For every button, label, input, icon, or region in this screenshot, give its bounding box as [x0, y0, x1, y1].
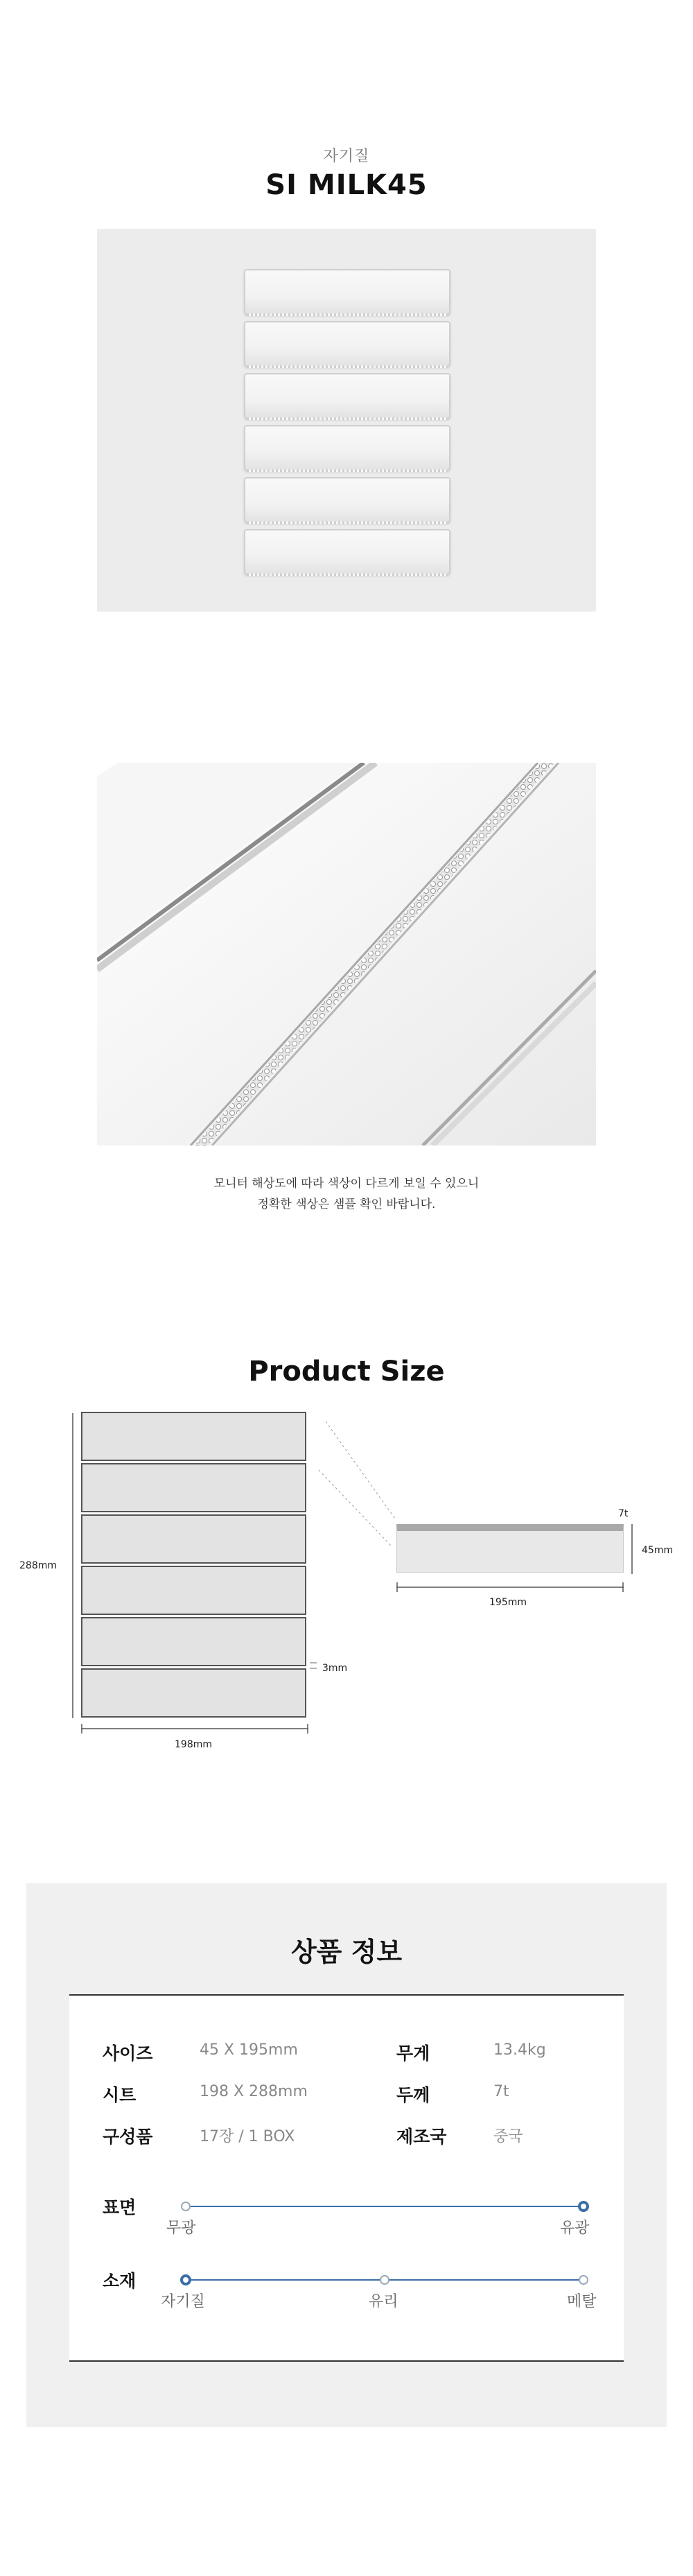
product-info-title: 상품 정보 [290, 1937, 403, 1967]
spec-label-contents: 구성품 [103, 2127, 153, 2147]
grout-label: 3mm [322, 1663, 348, 1674]
tile-length-dimension-line [396, 1582, 625, 1592]
product-size-title: Product Size [248, 1356, 445, 1388]
sheet-tile [81, 1617, 306, 1666]
spec-value-thickness: 7t [493, 2083, 509, 2100]
spec-value-size: 45 X 195mm [200, 2041, 298, 2059]
disclaimer-line: 정확한 색상은 샘플 확인 바랍니다. [257, 1198, 436, 1211]
spec-label-thickness: 두께 [396, 2085, 430, 2105]
spec-label-sheet: 시트 [103, 2085, 137, 2105]
material-option-metal: 메탈 [567, 2293, 597, 2310]
tile-closeup-illustration [97, 763, 596, 1146]
sheet-tile [81, 1412, 306, 1461]
single-tile [396, 1524, 624, 1573]
material-label: 소재 [103, 2271, 137, 2291]
height-dimension-line [66, 1413, 80, 1718]
tile-height-label: 45mm [642, 1545, 674, 1556]
surface-scale [180, 2199, 589, 2213]
tile-strip [244, 373, 450, 419]
surface-option-matte: 무광 [166, 2220, 196, 2237]
product-info-card [69, 1994, 624, 2362]
sheet-width-label: 198mm [175, 1739, 212, 1750]
product-info-panel [26, 1883, 667, 2427]
tile-strip [244, 477, 450, 523]
tile-thickness-label: 7t [618, 1508, 629, 1519]
spec-value-origin: 중국 [493, 2128, 523, 2145]
sheet-tile [81, 1514, 306, 1564]
tile-strip [244, 269, 450, 315]
white-tile-sheet-photo [97, 229, 596, 612]
sheet-tile [81, 1668, 306, 1718]
spec-value-sheet: 198 X 288mm [200, 2083, 308, 2100]
tile-strip [244, 425, 450, 471]
grout-marker [308, 1657, 322, 1678]
surface-option-glossy: 유광 [560, 2220, 590, 2237]
disclaimer-line: 모니터 해상도에 따라 색상이 다르게 보일 수 있으니 [213, 1177, 480, 1191]
product-category: 자기질 [323, 148, 370, 165]
color-disclaimer [0, 1173, 693, 1215]
surface-label: 표면 [103, 2197, 137, 2218]
product-name: SI MILK45 [265, 169, 428, 201]
tile-height-dimension-line [627, 1524, 637, 1574]
tile-strip [244, 529, 450, 575]
spec-value-contents: 17장 / 1 BOX [200, 2128, 295, 2145]
material-scale [180, 2273, 589, 2287]
tile-length-label: 195mm [489, 1597, 527, 1608]
width-dimension-line [81, 1724, 310, 1734]
spec-label-weight: 무게 [396, 2043, 430, 2064]
tile-strip [244, 321, 450, 367]
spec-label-origin: 제조국 [396, 2127, 447, 2147]
tile-closeup-photo [97, 763, 596, 1146]
spec-label-size: 사이즈 [103, 2043, 153, 2064]
sheet-tile [81, 1463, 306, 1512]
sheet-tile [81, 1566, 306, 1615]
material-option-porcelain: 자기질 [161, 2293, 205, 2310]
spec-value-weight: 13.4kg [493, 2041, 546, 2059]
material-option-glass: 유리 [369, 2293, 398, 2310]
size-diagram [0, 1408, 693, 1768]
sheet-height-label: 288mm [19, 1560, 57, 1571]
